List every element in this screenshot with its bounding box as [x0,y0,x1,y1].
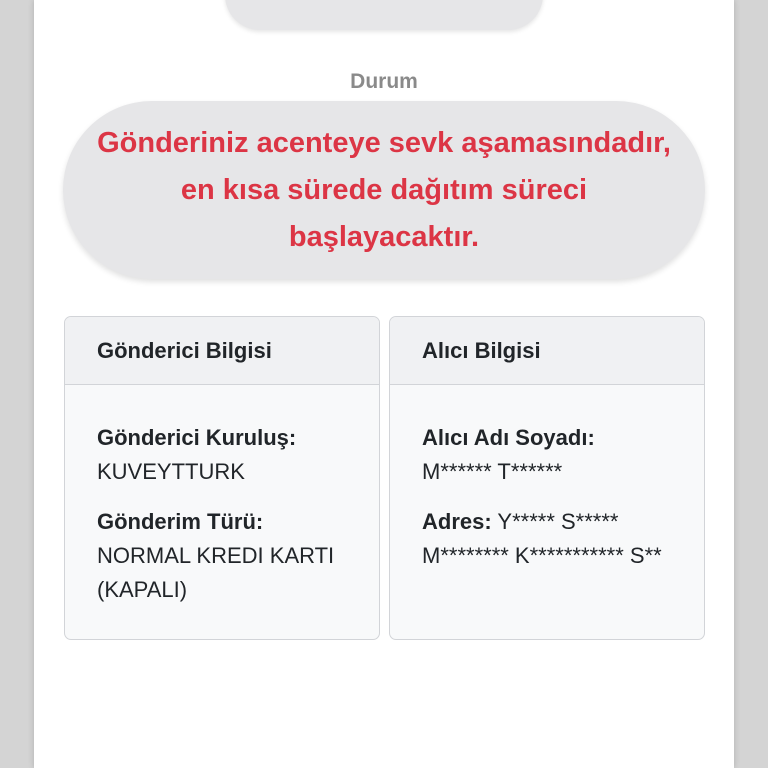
shipment-type-field [97,505,359,607]
recipient-name-label: Alıcı Adı Soyadı: [422,425,595,450]
sender-info-card [64,316,380,640]
sender-institution-value: KUVEYTTURK [97,459,245,484]
sender-card-title: Gönderici Bilgisi [65,317,379,385]
status-message: Gönderiniz acenteye sevk aşamasındadır, en kısa sürede dağıtım süreci başlayacaktır. [97,126,671,253]
recipient-address-value: Y***** S***** M******** K*********** S** [422,509,662,568]
recipient-name-value: M****** T****** [422,459,563,484]
sender-card-body [65,385,379,607]
sender-institution-field [97,421,359,489]
recipient-info-card [389,316,705,640]
previous-info-pill [225,0,543,30]
shipment-type-value: NORMAL KREDI KARTI (KAPALI) [97,543,335,602]
recipient-address [422,505,684,573]
recipient-card-body [390,385,704,573]
status-message-box [63,101,705,279]
recipient-address-field [422,505,684,573]
status-label: Durum [350,70,418,93]
page-content [34,0,734,768]
shipment-type-label: Gönderim Türü: [97,509,264,534]
recipient-address-label: Adres: [422,509,492,534]
sender-institution-label: Gönderici Kuruluş: [97,425,297,450]
recipient-card-title: Alıcı Bilgisi [390,317,704,385]
recipient-name-field [422,421,684,489]
